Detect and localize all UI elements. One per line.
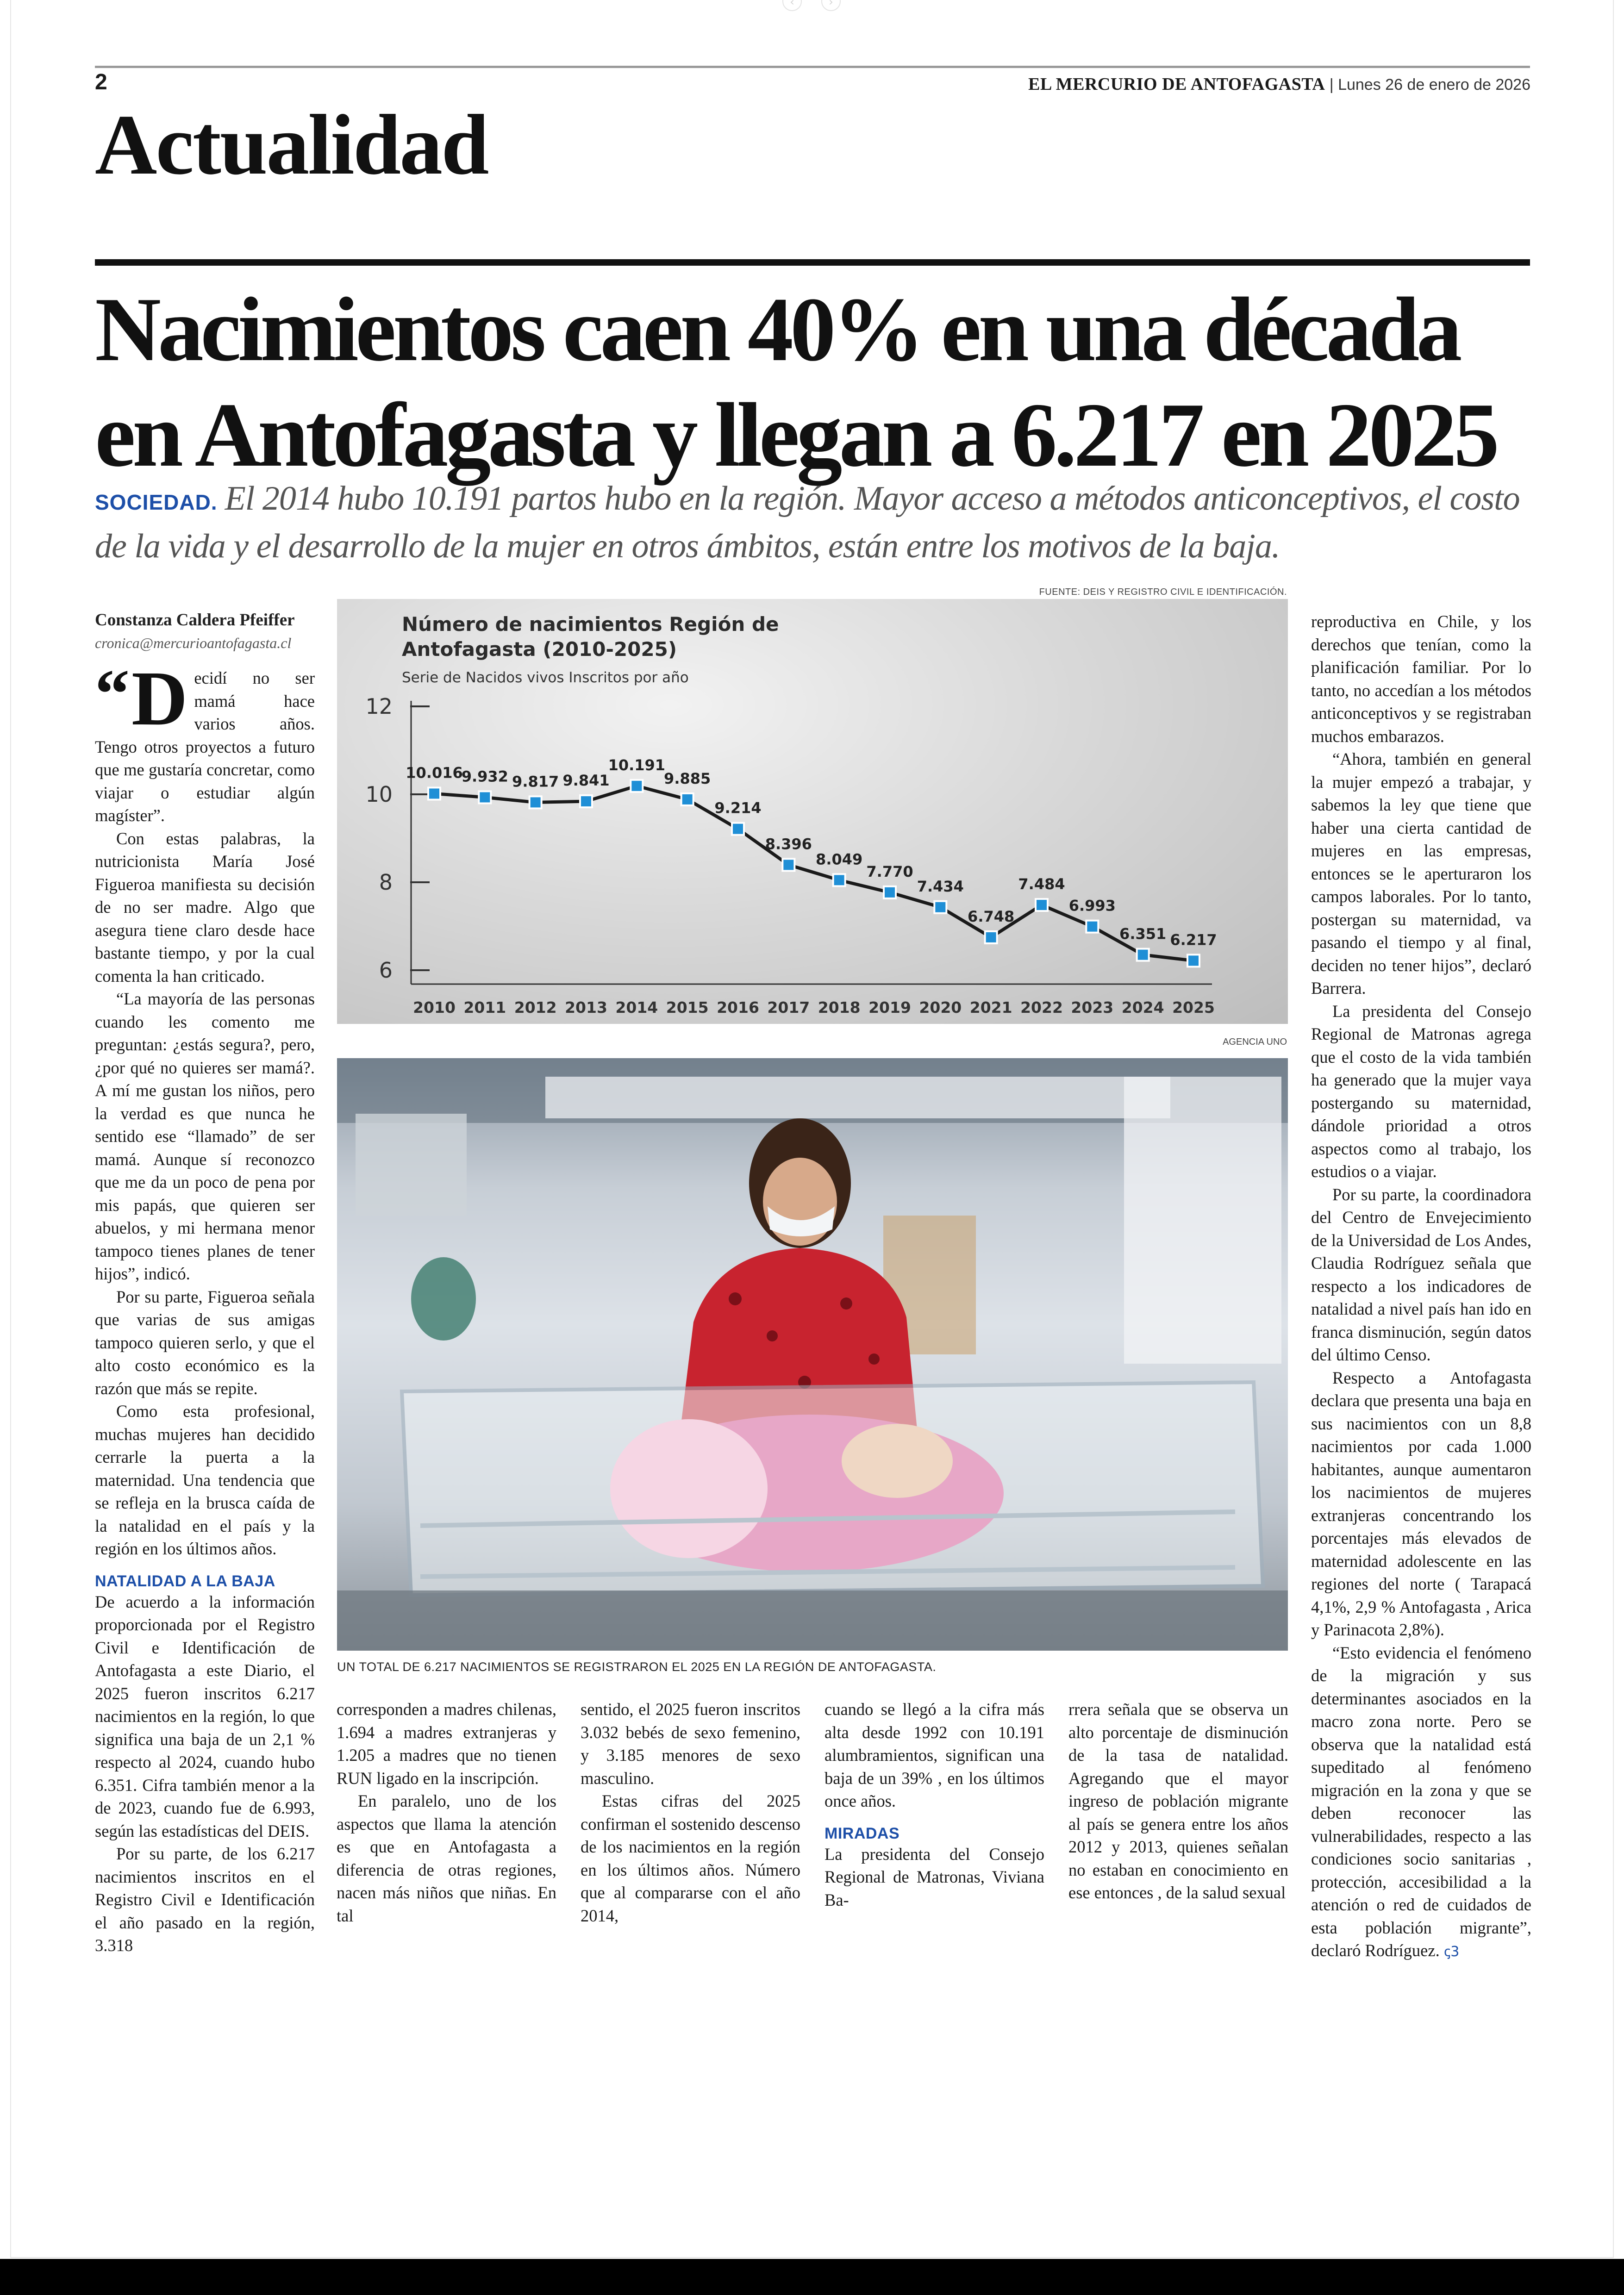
data-label: 9.932: [461, 767, 508, 786]
data-label: 7.434: [917, 877, 964, 895]
paragraph: Por su parte, de los 6.217 nacimientos inscritos en el Registro Civil e Identificación el año pasado en la región, 3.318: [95, 1844, 315, 1955]
data-point: [479, 791, 491, 803]
paragraph: reproductiva en Chile, y los derechos que tenían, como la planificación familiar. Por lo tanto, no accedían a los métodos anticonceptivos y se registraban muchos embarazos.: [1311, 612, 1531, 746]
paragraph: rrera señala que se observa un alto porcentaje de disminución de la tasa de natalidad. Agregando que el mayor ingreso de población migrante al país se genera entre los años 2012 y 2013, quienes señalan no estaban en conocimiento en ese entonces , de la salud sexual: [1068, 1700, 1288, 1902]
x-tick-label: 2012: [514, 998, 557, 1017]
paragraph: Respecto a Antofagasta declara que presenta una baja en sus nacimientos con un 8,8 nacimientos por cada 1.000 habitantes, aunque aumentaron los nacimientos de mujeres extranjeras concentrando los porcentajes más elevados de maternidad adolescente en las regiones del norte ( Tarapacá 4,1%, 2,9 % Antofagasta , Arica y Parinacota 2,8%).: [1311, 1368, 1531, 1639]
quote-mark: “: [95, 655, 130, 732]
data-label: 6.351: [1119, 925, 1167, 943]
photo-illustration: [337, 1058, 1288, 1651]
data-label: 6.748: [968, 907, 1015, 925]
data-label: 8.049: [816, 850, 863, 868]
paragraph: cuando se llegó a la cifra más alta desde 1992 con 10.191 alumbramientos, significan una baja de un 39% , en los últimos once años.: [824, 1700, 1044, 1810]
data-label: 8.396: [765, 835, 812, 853]
y-tick-label: 10: [365, 782, 393, 807]
chart-title-line-1: Número de nacimientos Región de: [402, 613, 779, 636]
x-tick-label: 2023: [1071, 998, 1114, 1017]
births-chart: [337, 599, 1288, 1024]
data-point: [428, 787, 440, 799]
data-point: [1086, 921, 1098, 933]
paragraph: De acuerdo a la información proporcionada por el Registro Civil e Identificación de Antofagasta a este Diario, el 2025 fueron inscritos 6.217 nacimientos en la región, lo que significa una baja de un 2,1 % respecto al 2024, cuando hubo 6.351. Cifra también menor a la de 2023, cuando fue de 6.993, según las estadísticas del DEIS.: [95, 1592, 315, 1840]
data-point: [985, 931, 997, 943]
paragraph: Con estas palabras, la nutricionista María José Figueroa manifiesta su decisión de no ser madre. Algo que asegura tiene claro desde hace bastante tiempo, y por la cual comenta la han criticado.: [95, 829, 315, 985]
newsroom-photo: [337, 1058, 1288, 1651]
dropcap: D: [131, 655, 188, 742]
data-point: [934, 901, 946, 913]
paragraph: La presidenta del Consejo Regional de Matronas agrega que el costo de la vida también ha generado que la mujer vaya postergando su maternidad, dándole prioridad a otros aspectos como al trabajo, los estudios o a viajar.: [1311, 1001, 1531, 1181]
issue-date: | Lunes 26 de enero de 2026: [1329, 76, 1530, 94]
column-right: [1311, 610, 1531, 1964]
column-5: [1068, 1698, 1288, 1904]
chart-title-line-2: Antofagasta (2010-2025): [402, 638, 677, 661]
data-point: [530, 796, 542, 808]
x-tick-label: 2021: [969, 998, 1012, 1017]
data-label: 6.217: [1170, 931, 1217, 949]
page-number: 2: [95, 70, 107, 94]
paragraph: ecidí no ser mamá hace varios años. Tengo otros proyectos a futuro que me gustaría concretar, como viajar o estudiar algún magíster”.: [95, 668, 315, 825]
author-email[interactable]: cronica@mercurioantofagasta.cl: [95, 635, 292, 651]
x-tick-label: 2020: [919, 998, 962, 1017]
author-name: Constanza Caldera Pfeiffer: [95, 611, 295, 630]
y-tick-label: 6: [379, 958, 393, 983]
data-point: [782, 859, 794, 871]
data-label: 10.191: [608, 756, 666, 774]
data-point: [732, 823, 744, 835]
headline: [95, 277, 1549, 488]
byline: [95, 610, 336, 652]
deck-text: El 2014 hubo 10.191 partos hubo en la región. Mayor acceso a métodos anticonceptivos, el costo de la vida y el desarrollo de la mujer en otros ámbitos, están entre los motivos de la baja.: [95, 480, 1520, 565]
data-label: 10.016: [406, 764, 463, 782]
section-title: Actualidad: [95, 97, 488, 193]
x-tick-label: 2010: [413, 998, 456, 1017]
data-label: 9.214: [714, 799, 762, 817]
subhead-natalidad: NATALIDAD A LA BAJA: [95, 1572, 275, 1590]
paragraph: Por su parte, la coordinadora del Centro de Envejecimiento de la Universidad de Los Andes, Claudia Rodríguez señala que respecto a los indicadores de natalidad a nivel país han ido en franca disminución, según datos del último Censo.: [1311, 1185, 1531, 1364]
data-point: [833, 874, 845, 886]
chart-subtitle: Serie de Nacidos vivos Inscritos por año: [402, 669, 689, 686]
x-tick-label: 2018: [818, 998, 861, 1017]
data-point: [580, 795, 592, 807]
column-1: [95, 655, 315, 1957]
top-rule: [95, 66, 1530, 68]
paragraph: Estas cifras del 2025 confirman el sostenido descenso de los nacimientos en la región en los últimos años. Número que al compararse con el año 2014,: [581, 1791, 800, 1925]
data-label: 9.885: [664, 769, 711, 787]
paragraph: En paralelo, uno de los aspectos que llama la atención es que en Antofagasta a diferencia de otras regiones, nacen más niños que niñas. En tal: [337, 1791, 556, 1925]
y-tick-label: 8: [379, 870, 393, 895]
x-tick-label: 2011: [463, 998, 506, 1017]
chart-canvas: [337, 599, 1288, 1024]
end-mark: ꞔ3: [1443, 1944, 1460, 1960]
x-tick-label: 2015: [666, 998, 709, 1017]
data-point: [1187, 954, 1199, 967]
x-tick-label: 2014: [615, 998, 658, 1017]
y-tick-label: 12: [365, 694, 393, 719]
data-point: [1137, 949, 1149, 961]
lead-paragraph: [95, 655, 315, 827]
x-tick-label: 2016: [717, 998, 759, 1017]
data-point: [631, 780, 643, 792]
headline-line-2: en Antofagasta y llegan a 6.217 en 2025: [95, 384, 1497, 486]
paragraph: “La mayoría de las personas cuando les comento me preguntan: ¿estás segura?, pero, ¿por qué no quieres ser mamá?. A mí me gustan los niños, pero la verdad es que nunca he sentido ese “llamado” de ser mamá. Aunque sí reconozco que me da un poco de pena por mis papás, que quieren ser abuelos, y mi hermana menor tampoco tienes planes de tener hijos”, indicó.: [95, 989, 315, 1283]
x-tick-label: 2013: [565, 998, 607, 1017]
paragraph: La presidenta del Consejo Regional de Matronas, Viviana Ba-: [824, 1844, 1044, 1909]
data-point: [681, 793, 693, 805]
deck-label: SOCIEDAD.: [95, 490, 218, 514]
subhead-miradas: MIRADAS: [824, 1824, 900, 1842]
data-label: 7.484: [1018, 875, 1065, 893]
paragraph: [1311, 1641, 1531, 1964]
paragraph: Por su parte, Figueroa señala que varias de sus amigas tampoco quieren serlo, y que el alto costo económico es la razón que más se repite.: [95, 1287, 315, 1398]
x-tick-label: 2017: [767, 998, 810, 1017]
column-3: [581, 1698, 800, 1927]
data-label: 7.770: [866, 862, 913, 880]
series-line: [434, 786, 1193, 961]
viewer-bottom-bar: [0, 2259, 1624, 2295]
headline-rule: [95, 259, 1530, 266]
data-label: 9.841: [562, 772, 610, 790]
chart-source: FUENTE: DEIS Y REGISTRO CIVIL E IDENTIFICACIÓN.: [1039, 587, 1287, 597]
paper-name: EL MERCURIO DE ANTOFAGASTA: [1028, 75, 1325, 94]
x-tick-label: 2019: [868, 998, 911, 1017]
paragraph: sentido, el 2025 fueron inscritos 3.032 bebés de sexo femenino, y 3.185 menores de sexo masculino.: [581, 1700, 800, 1788]
column-2: [337, 1698, 556, 1927]
data-label: 9.817: [512, 773, 559, 791]
x-tick-label: 2024: [1121, 998, 1164, 1017]
paragraph: “Ahora, también en general la mujer empezó a trabajar, y sabemos la ley que tiene que haber una cierta cantidad de mujeres en las empresas, entonces se le aperturaron los campos laborales. Por lo tanto, postergan su maternidad, va pasando el tiempo y al final, deciden no tener hijos”, declaró Barrera.: [1311, 749, 1531, 998]
deck: [95, 477, 1539, 568]
paragraph: corresponden a madres chilenas, 1.694 a madres extranjeras y 1.205 a madres que no tienen RUN ligado en la inscripción.: [337, 1700, 556, 1788]
prev-page-button[interactable]: ‹: [782, 0, 802, 11]
paragraph-text: “Esto evidencia el fenómeno de la migración y sus determinantes asociados en la macro zona norte. Pero se observa que la natalidad está supeditado al fenómeno migración en la zona y que se deben reconocer las vulnerabilidades, respecto a las condiciones socio sanitarias , protección, accesibilidad a la atención o red de cuidados de esta población migrante”, declaró Rodríguez.: [1311, 1643, 1531, 1960]
x-tick-label: 2022: [1020, 998, 1063, 1017]
photo-credit: AGENCIA UNO: [1223, 1037, 1287, 1047]
data-point: [884, 886, 896, 898]
data-point: [1036, 899, 1048, 911]
masthead: [1028, 74, 1530, 94]
headline-line-1: Nacimientos caen 40% en una década: [95, 279, 1459, 380]
viewer-controls: [782, 0, 841, 11]
column-4: [824, 1698, 1044, 1911]
chart-title: [402, 612, 779, 662]
data-label: 6.993: [1068, 897, 1116, 915]
photo-caption: UN TOTAL DE 6.217 NACIMIENTOS SE REGISTRARON EL 2025 EN LA REGIÓN DE ANTOFAGASTA.: [337, 1660, 937, 1674]
next-page-button[interactable]: ›: [821, 0, 841, 11]
x-tick-label: 2025: [1172, 998, 1215, 1017]
paragraph: Como esta profesional, muchas mujeres han decidido cerrarle la puerta a la maternidad. Una tendencia que se refleja en la brusca caída de la natalidad en el país y la región en los últimos años.: [95, 1402, 315, 1558]
